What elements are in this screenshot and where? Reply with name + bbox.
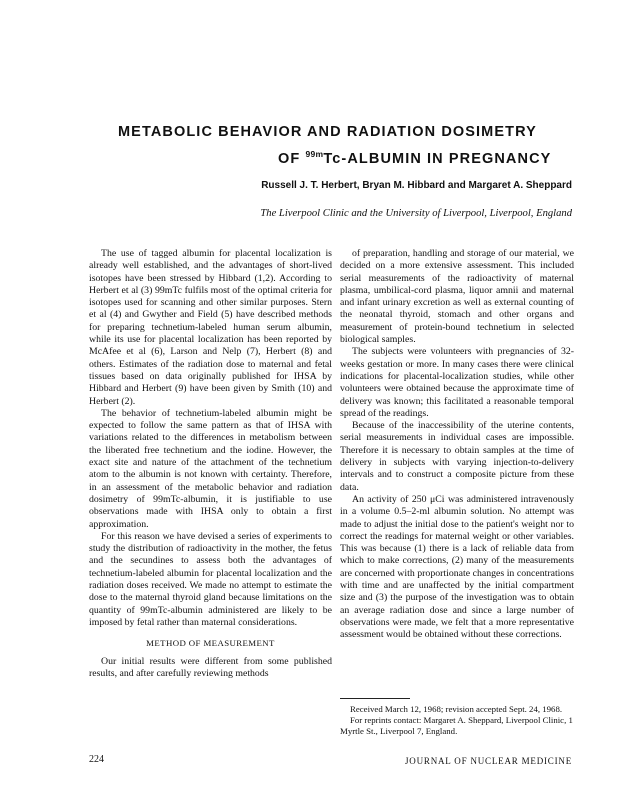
footnote-divider: [340, 698, 410, 699]
title-prefix: OF: [278, 151, 306, 167]
right-column: [340, 248, 574, 642]
paragraph: An activity of 250 μCi was administered intravenously in a volume 0.5–2-ml albumin solution. No attempt was made to adjust the initial dose to the patient's weight nor to correct the readings for maternal weight or other variables. This was because (1) there is a lack of reliable data from which to make corrections, (2) many of the measurements are concerned with proportionate changes in concentrations with time and are unaffected by the initial compartment size and (3) the purpose of the investigation was to obtain an average radiation dose and since a large number of observations were made, we felt that a more representative assessment would be obtained without these corrections.: [340, 493, 574, 641]
footnotes: [340, 704, 574, 737]
reprints-note: For reprints contact: Margaret A. Sheppard, Liverpool Clinic, 1 Myrtle St., Liverpool 7, England.: [340, 715, 573, 736]
title-suffix: Tc-ALBUMIN IN PREGNANCY: [323, 151, 552, 167]
left-column: [89, 248, 332, 680]
paragraph: The use of tagged albumin for placental localization is already well established, and the advantages of short-lived isotopes have been stressed by Hibbard (1,2). According to Herbert et al (3) 99mTc fulfils most of the optimal criteria for isotopes used for scanning and other similar purposes. Stern et al (4) and Gwyther and Field (5) have described methods for preparing technetium-labeled human serum albumin, while its use for placental localization has been reported by McAfee et al (6), Larson and Nelp (7), Herbert (8) and others. Estimates of the radiation dose to maternal and fetal tissues based on data originally published for IHSA by Hibbard and Herbert (9) have been given by Smith (10) and Herbert (2).: [89, 248, 332, 407]
page-number: 224: [89, 754, 104, 765]
paragraph: The subjects were volunteers with pregnancies of 32-weeks gestation or more. In many cases there were clinical indications for placental-localization studies, while other volunteers were obtained because the approximate time of delivery was known; this facilitated a reasonable temporal spread of the readings.: [340, 346, 574, 419]
article-title-line-1: METABOLIC BEHAVIOR AND RADIATION DOSIMETRY: [118, 124, 537, 140]
author-list: Russell J. T. Herbert, Bryan M. Hibbard and Margaret A. Sheppard: [261, 180, 572, 191]
received-note: Received March 12, 1968; revision accepted Sept. 24, 1968.: [350, 704, 563, 714]
journal-name: JOURNAL OF NUCLEAR MEDICINE: [404, 756, 572, 766]
section-heading: METHOD OF MEASUREMENT: [146, 638, 275, 649]
paragraph: Because of the inaccessibility of the uterine contents, serial measurements in individual cases are impossible. Therefore it is necessary to obtain samples at the time of delivery in subjects with varying injection-to-delivery intervals and to construct a composite picture from these data.: [340, 420, 574, 493]
paragraph: of preparation, handling and storage of our material, we decided on a more extensive assessment. This included serial measurements of the radioactivity of maternal plasma, umbilical-cord plasma, liquor amnii and maternal and infant urinary excretion as well as external counting of the neonatal thyroid, stomach and other organs and measurement of protein-bound technetium in selected biological samples.: [340, 248, 574, 346]
paragraph: Our initial results were different from some published results, and after carefully reviewing methods: [89, 655, 332, 679]
paragraph: For this reason we have devised a series of experiments to study the distribution of radioactivity in the mother, the fetus and the secundines to assess both the advantages of technetium-labeled albumin for placental localization and the radiation doses received. We made no attempt to estimate the dose to the maternal thyroid gland because limitations on the quantity of 99mTc-albumin administered are likely to be imposed by fetal rather than maternal considerations.: [89, 530, 332, 628]
paragraph: The behavior of technetium-labeled albumin might be expected to follow the same pattern as that of IHSA with variations related to the differences in metabolism between the liberated free technetium and the iodine. However, the exact site and nature of the attachment of the technetium atom to the albumin is not known with certainty. Therefore, in an assessment of the metabolic behavior and radiation dosimetry of 99mTc-albumin, it is justifiable to use observations made with IHSA only to obtain a first approximation.: [89, 407, 332, 530]
title-isotope-superscript: 99m: [305, 149, 324, 159]
affiliation: The Liverpool Clinic and the University of Liverpool, Liverpool, England: [260, 208, 572, 219]
article-title-line-2: [278, 149, 551, 167]
